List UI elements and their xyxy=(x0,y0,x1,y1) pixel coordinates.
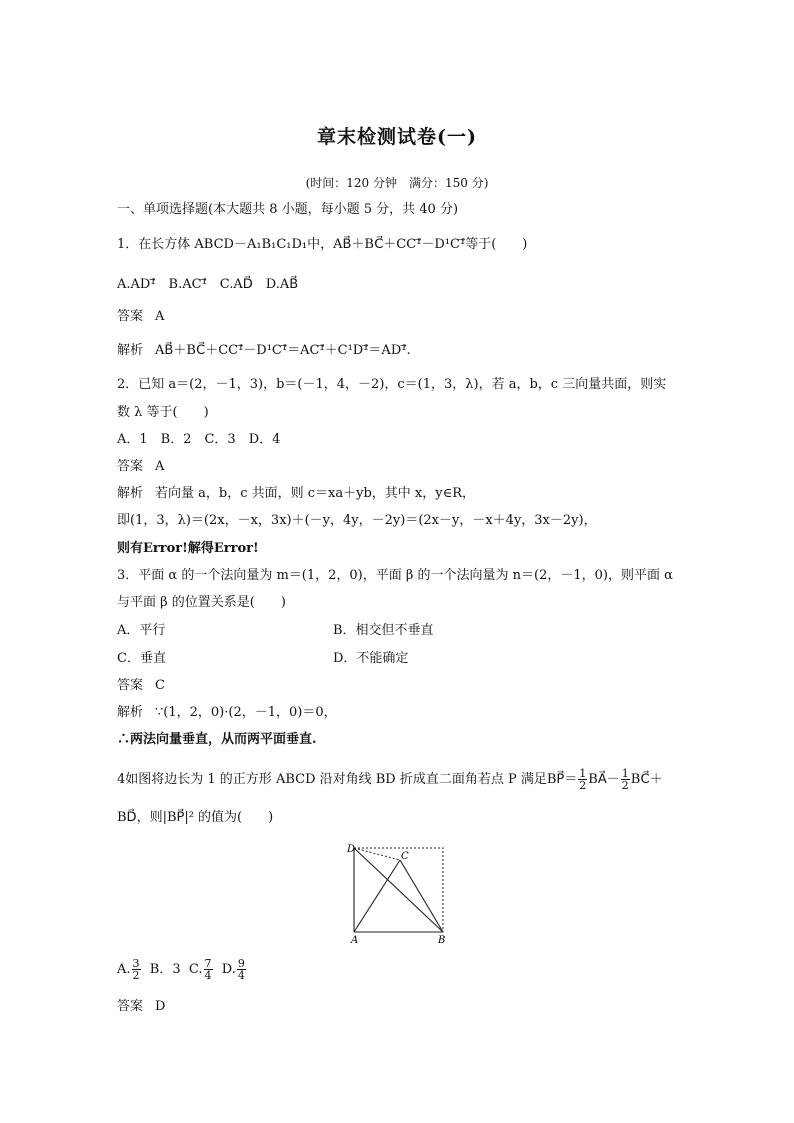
vertex-label-c: C xyxy=(401,851,409,862)
vertex-label-d: D xyxy=(347,844,356,855)
q2-analysis-line1 xyxy=(117,485,475,503)
document-title: 章末检测试卷(一) xyxy=(317,126,477,148)
option-a-fraction xyxy=(132,958,141,981)
q4-stem-line2: BD⃗，则|BP⃗|² 的值为( ) xyxy=(117,810,274,825)
analysis-text: AB⃗＋BC⃗＋CC¹⃗－D¹C¹⃗＝AC¹⃗＋C¹D¹⃗＝AD¹⃗. xyxy=(155,343,411,358)
document-subtitle: (时间：120 分钟 满分：150 分) xyxy=(305,176,489,190)
answer-label: 答案 xyxy=(117,459,144,474)
answer-label: 答案 xyxy=(117,678,144,693)
option-d-label: D. xyxy=(221,962,236,977)
option-c-fraction xyxy=(204,958,213,981)
vertex-label-b: B xyxy=(438,935,446,946)
q2-analysis-line2: 即(1，3，λ)＝(2x，－x，3x)＋(－y，4y，－2y)＝(2x－y，－x＋4y，3x－2y)， xyxy=(117,513,597,528)
option-d-fraction xyxy=(237,958,246,981)
q3-option-b: B．相交但不垂直 xyxy=(333,623,434,638)
fraction-numerator: 9 xyxy=(237,957,245,970)
fraction-one-half xyxy=(621,768,630,791)
q1-options: A.AD¹⃗ B.AC¹⃗ C.AD⃗ D.AB⃗ xyxy=(117,277,299,292)
q4-options xyxy=(117,958,247,982)
q4-stem-part-c: BC⃗＋ xyxy=(630,772,663,787)
option-b: B．3 xyxy=(149,962,181,977)
section-heading: 一、单项选择题(本大题共 8 小题，每小题 5 分，共 40 分) xyxy=(117,202,459,217)
q3-stem-line2: 与平面 β 的位置关系是( ) xyxy=(117,595,286,610)
q4-stem-line1 xyxy=(117,768,663,791)
q2-answer xyxy=(117,458,164,476)
fraction-denominator: 2 xyxy=(621,779,629,792)
answer-label: 答案 xyxy=(117,999,144,1014)
answer-value: D xyxy=(155,999,166,1014)
q3-option-c: C．垂直 xyxy=(117,651,166,666)
q1-stem: 1．在长方体 ABCD－A₁B₁C₁D₁中，AB⃗＋BC⃗＋CC¹⃗－D¹C¹⃗等于( ) xyxy=(117,237,528,252)
q2-analysis-line3: 则有Error!解得Error! xyxy=(117,541,259,556)
analysis-text: 若向量 a，b，c 共面，则 c＝xa＋yb，其中 x，y∈R， xyxy=(155,486,476,501)
q2-stem-line2: 数 λ 等于( ) xyxy=(117,405,209,420)
folded-square-figure xyxy=(346,842,452,946)
answer-value: A xyxy=(155,459,165,474)
edge-cb xyxy=(400,860,443,932)
q3-option-a: A．平行 xyxy=(117,623,166,638)
option-c-label: C. xyxy=(188,962,203,977)
fraction-denominator: 2 xyxy=(579,779,587,792)
analysis-text: ∵(1，2，0)·(2，－1，0)＝0， xyxy=(155,705,337,720)
q2-options: A．1 B．2 C．3 D．4 xyxy=(117,432,281,447)
q3-stem-line1: 3．平面 α 的一个法向量为 m＝(1，2，0)，平面 β 的一个法向量为 n＝(2，－1，0)，则平面 α xyxy=(117,568,673,583)
diagonal-db xyxy=(354,848,443,932)
analysis-label: 解析 xyxy=(117,486,144,501)
fraction-denominator: 4 xyxy=(237,969,245,982)
vertex-label-a: A xyxy=(351,935,359,946)
answer-value: A xyxy=(155,309,165,324)
option-a-label: A. xyxy=(117,962,131,977)
edge-ac xyxy=(354,860,400,932)
q4-answer xyxy=(117,998,165,1016)
answer-label: 答案 xyxy=(117,309,144,324)
q1-answer xyxy=(117,308,164,326)
fraction-one-half xyxy=(578,768,587,791)
fraction-denominator: 2 xyxy=(132,969,140,982)
fraction-numerator: 3 xyxy=(132,957,140,970)
q3-analysis-line2: ∴两法向量垂直，从而两平面垂直. xyxy=(117,732,317,747)
analysis-label: 解析 xyxy=(117,343,144,358)
fraction-numerator: 7 xyxy=(204,957,212,970)
q1-analysis xyxy=(117,342,411,360)
q3-analysis-line1 xyxy=(117,704,337,722)
q4-stem-part-a: 4如图将边长为 1 的正方形 ABCD 沿对角线 BD 折成直二面角若点 P 满足BP⃗＝ xyxy=(117,772,578,787)
q3-option-d: D．不能确定 xyxy=(333,651,409,666)
answer-value: C xyxy=(155,678,165,693)
q2-stem-line1: 2．已知 a＝(2，－1，3)，b＝(－1，4，－2)，c＝(1，3，λ)，若 a，b，c 三向量共面，则实 xyxy=(117,377,667,392)
fraction-numerator: 1 xyxy=(621,767,629,780)
q4-stem-part-b: BA⃗－ xyxy=(588,772,620,787)
fraction-numerator: 1 xyxy=(579,767,587,780)
q3-answer xyxy=(117,677,165,695)
fraction-denominator: 4 xyxy=(204,969,212,982)
analysis-label: 解析 xyxy=(117,705,144,720)
